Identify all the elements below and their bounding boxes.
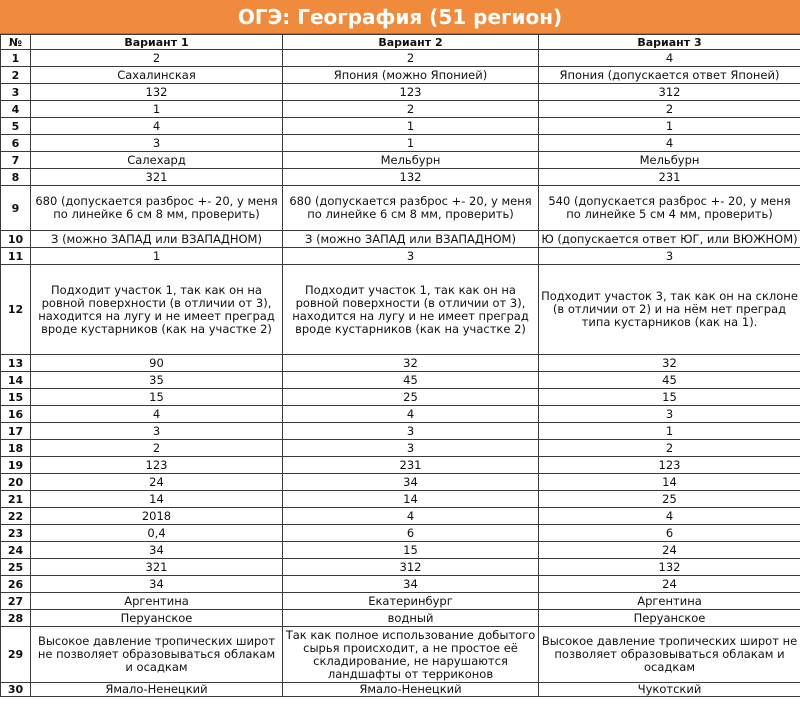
answer-cell-variant-2: 45 <box>283 372 539 389</box>
answer-cell-variant-2: 2 <box>283 50 539 67</box>
answer-cell-variant-2: 3 <box>283 248 539 265</box>
answer-cell-variant-3: 32 <box>539 355 800 372</box>
answer-cell-variant-1: 15 <box>31 389 283 406</box>
answer-cell-variant-2: 25 <box>283 389 539 406</box>
answer-cell-variant-3: Перуанское <box>539 610 800 627</box>
answer-cell-variant-1: 0,4 <box>31 525 283 542</box>
question-number-cell: 3 <box>1 84 31 101</box>
question-number-cell: 14 <box>1 372 31 389</box>
answer-cell-variant-3: 4 <box>539 135 800 152</box>
answer-cell-variant-1: 4 <box>31 406 283 423</box>
answer-cell-variant-1: Салехард <box>31 152 283 169</box>
answer-cell-variant-3: Ю (допускается ответ ЮГ, или ВЮЖНОМ) <box>539 231 800 248</box>
answer-cell-variant-2: 2 <box>283 101 539 118</box>
answer-cell-variant-3: Чукотский <box>539 683 800 697</box>
question-number-cell: 27 <box>1 593 31 610</box>
table-row <box>1 559 800 576</box>
answer-cell-variant-3: 14 <box>539 474 800 491</box>
answer-cell-variant-2: 15 <box>283 542 539 559</box>
answer-cell-variant-3: 4 <box>539 50 800 67</box>
answer-cell-variant-2: 1 <box>283 118 539 135</box>
answer-cell-variant-3: 540 (допускается разброс +- 20, у меня по линейке 5 см 4 мм, проверить) <box>539 186 800 231</box>
question-number-cell: 9 <box>1 186 31 231</box>
table-row <box>1 683 800 697</box>
question-number-cell: 8 <box>1 169 31 186</box>
table-row <box>1 152 800 169</box>
answer-cell-variant-1: Перуанское <box>31 610 283 627</box>
answer-cell-variant-2: 6 <box>283 525 539 542</box>
question-number-cell: 13 <box>1 355 31 372</box>
question-number-cell: 20 <box>1 474 31 491</box>
answer-cell-variant-3: 312 <box>539 84 800 101</box>
table-row <box>1 265 800 355</box>
answer-cell-variant-1: 680 (допускается разброс +- 20, у меня по линейке 6 см 8 мм, проверить) <box>31 186 283 231</box>
table-row <box>1 474 800 491</box>
answer-cell-variant-2: 312 <box>283 559 539 576</box>
answer-cell-variant-1: 90 <box>31 355 283 372</box>
answer-cell-variant-2: 123 <box>283 84 539 101</box>
answer-cell-variant-1: 34 <box>31 576 283 593</box>
answer-cell-variant-3: Высокое давление тропических широт не позволяет образовываться облакам и осадкам <box>539 627 800 683</box>
table-row <box>1 101 800 118</box>
answer-cell-variant-2: Подходит участок 1, так как он на ровной поверхности (в отличии от 3), находится на лугу и не имеет преград вроде кустарников (как на участке 2) <box>283 265 539 355</box>
table-body <box>1 50 800 697</box>
answer-cell-variant-1: 14 <box>31 491 283 508</box>
answers-table <box>0 34 800 697</box>
answer-cell-variant-1: 2018 <box>31 508 283 525</box>
answer-cell-variant-1: 132 <box>31 84 283 101</box>
answer-cell-variant-3: 45 <box>539 372 800 389</box>
answer-cell-variant-2: 34 <box>283 576 539 593</box>
answer-cell-variant-2: Япония (можно Японией) <box>283 67 539 84</box>
answer-cell-variant-3: 1 <box>539 423 800 440</box>
question-number-cell: 11 <box>1 248 31 265</box>
question-number-cell: 24 <box>1 542 31 559</box>
answer-cell-variant-2: 4 <box>283 406 539 423</box>
answer-cell-variant-3: Аргентина <box>539 593 800 610</box>
answer-cell-variant-1: 4 <box>31 118 283 135</box>
table-row <box>1 457 800 474</box>
table-row <box>1 406 800 423</box>
question-number-cell: 25 <box>1 559 31 576</box>
question-number-cell: 18 <box>1 440 31 457</box>
table-row <box>1 135 800 152</box>
answer-cell-variant-3: Япония (допускается ответ Японей) <box>539 67 800 84</box>
answer-cell-variant-3: 3 <box>539 406 800 423</box>
question-number-cell: 2 <box>1 67 31 84</box>
question-number-cell: 26 <box>1 576 31 593</box>
table-row <box>1 525 800 542</box>
answer-cell-variant-2: З (можно ЗАПАД или ВЗАПАДНОМ) <box>283 231 539 248</box>
column-header-number: № <box>1 35 31 50</box>
answer-cell-variant-1: Высокое давление тропических широт не позволяет образовываться облакам и осадкам <box>31 627 283 683</box>
answer-cell-variant-2: Мельбурн <box>283 152 539 169</box>
question-number-cell: 17 <box>1 423 31 440</box>
answer-cell-variant-3: 6 <box>539 525 800 542</box>
answer-cell-variant-1: 3 <box>31 135 283 152</box>
question-number-cell: 16 <box>1 406 31 423</box>
answer-cell-variant-3: 2 <box>539 440 800 457</box>
answer-cell-variant-2: 231 <box>283 457 539 474</box>
question-number-cell: 10 <box>1 231 31 248</box>
table-row <box>1 355 800 372</box>
answer-cell-variant-2: 3 <box>283 423 539 440</box>
answer-cell-variant-2: 14 <box>283 491 539 508</box>
answer-cell-variant-1: Аргентина <box>31 593 283 610</box>
table-row <box>1 389 800 406</box>
answer-cell-variant-1: 1 <box>31 101 283 118</box>
column-header-variant-1: Вариант 1 <box>31 35 283 50</box>
answer-cell-variant-3: 132 <box>539 559 800 576</box>
column-header-variant-3: Вариант 3 <box>539 35 800 50</box>
table-row <box>1 491 800 508</box>
question-number-cell: 15 <box>1 389 31 406</box>
answer-cell-variant-2: водный <box>283 610 539 627</box>
answer-cell-variant-3: 15 <box>539 389 800 406</box>
question-number-cell: 30 <box>1 683 31 697</box>
answer-cell-variant-1: 24 <box>31 474 283 491</box>
answer-cell-variant-3: 3 <box>539 248 800 265</box>
answer-cell-variant-1: 1 <box>31 248 283 265</box>
answer-cell-variant-2: Так как полное использование добытого сырья происходит, а не простое её складирование, не нарушаются ландшафты от терриконов <box>283 627 539 683</box>
answer-cell-variant-1: Сахалинская <box>31 67 283 84</box>
answer-cell-variant-2: 4 <box>283 508 539 525</box>
question-number-cell: 4 <box>1 101 31 118</box>
answer-cell-variant-3: 24 <box>539 542 800 559</box>
answer-cell-variant-1: 34 <box>31 542 283 559</box>
answer-cell-variant-2: 1 <box>283 135 539 152</box>
question-number-cell: 23 <box>1 525 31 542</box>
table-row <box>1 508 800 525</box>
answer-cell-variant-1: 2 <box>31 440 283 457</box>
question-number-cell: 28 <box>1 610 31 627</box>
question-number-cell: 1 <box>1 50 31 67</box>
answer-cell-variant-3: 25 <box>539 491 800 508</box>
answer-cell-variant-2: Екатеринбург <box>283 593 539 610</box>
table-row <box>1 231 800 248</box>
answer-cell-variant-3: Подходит участок 3, так как он на склоне (в отличии от 2) и на нём нет преград типа кустарников (как на 1). <box>539 265 800 355</box>
answer-cell-variant-1: Ямало-Ненецкий <box>31 683 283 697</box>
answer-cell-variant-1: 2 <box>31 50 283 67</box>
answer-cell-variant-2: 132 <box>283 169 539 186</box>
table-row <box>1 440 800 457</box>
answer-cell-variant-3: 4 <box>539 508 800 525</box>
table-row <box>1 248 800 265</box>
question-number-cell: 19 <box>1 457 31 474</box>
answer-cell-variant-1: 123 <box>31 457 283 474</box>
table-row <box>1 50 800 67</box>
question-number-cell: 6 <box>1 135 31 152</box>
answer-cell-variant-1: 35 <box>31 372 283 389</box>
question-number-cell: 5 <box>1 118 31 135</box>
answer-cell-variant-1: З (можно ЗАПАД или ВЗАПАДНОМ) <box>31 231 283 248</box>
table-row <box>1 610 800 627</box>
answer-cell-variant-2: 3 <box>283 440 539 457</box>
answer-cell-variant-2: Ямало-Ненецкий <box>283 683 539 697</box>
question-number-cell: 21 <box>1 491 31 508</box>
page-title: ОГЭ: География (51 регион) <box>0 0 800 34</box>
table-row <box>1 423 800 440</box>
answer-cell-variant-3: Мельбурн <box>539 152 800 169</box>
table-row <box>1 169 800 186</box>
answer-cell-variant-2: 32 <box>283 355 539 372</box>
column-header-variant-2: Вариант 2 <box>283 35 539 50</box>
table-row <box>1 576 800 593</box>
answer-cell-variant-1: 321 <box>31 559 283 576</box>
table-row <box>1 67 800 84</box>
answer-cell-variant-1: 3 <box>31 423 283 440</box>
question-number-cell: 22 <box>1 508 31 525</box>
answer-cell-variant-3: 231 <box>539 169 800 186</box>
answer-cell-variant-3: 2 <box>539 101 800 118</box>
question-number-cell: 12 <box>1 265 31 355</box>
answer-cell-variant-1: Подходит участок 1, так как он на ровной поверхности (в отличии от 3), находится на лугу и не имеет преград вроде кустарников (как на участке 2) <box>31 265 283 355</box>
table-row <box>1 542 800 559</box>
answer-cell-variant-3: 24 <box>539 576 800 593</box>
answer-cell-variant-2: 34 <box>283 474 539 491</box>
table-row <box>1 84 800 101</box>
table-header-row <box>1 35 800 50</box>
table-row <box>1 186 800 231</box>
question-number-cell: 29 <box>1 627 31 683</box>
answer-cell-variant-3: 123 <box>539 457 800 474</box>
table-row <box>1 593 800 610</box>
answer-cell-variant-3: 1 <box>539 118 800 135</box>
answer-cell-variant-2: 680 (допускается разброс +- 20, у меня по линейке 6 см 8 мм, проверить) <box>283 186 539 231</box>
table-row <box>1 372 800 389</box>
answer-cell-variant-1: 321 <box>31 169 283 186</box>
table-row <box>1 627 800 683</box>
table-row <box>1 118 800 135</box>
question-number-cell: 7 <box>1 152 31 169</box>
